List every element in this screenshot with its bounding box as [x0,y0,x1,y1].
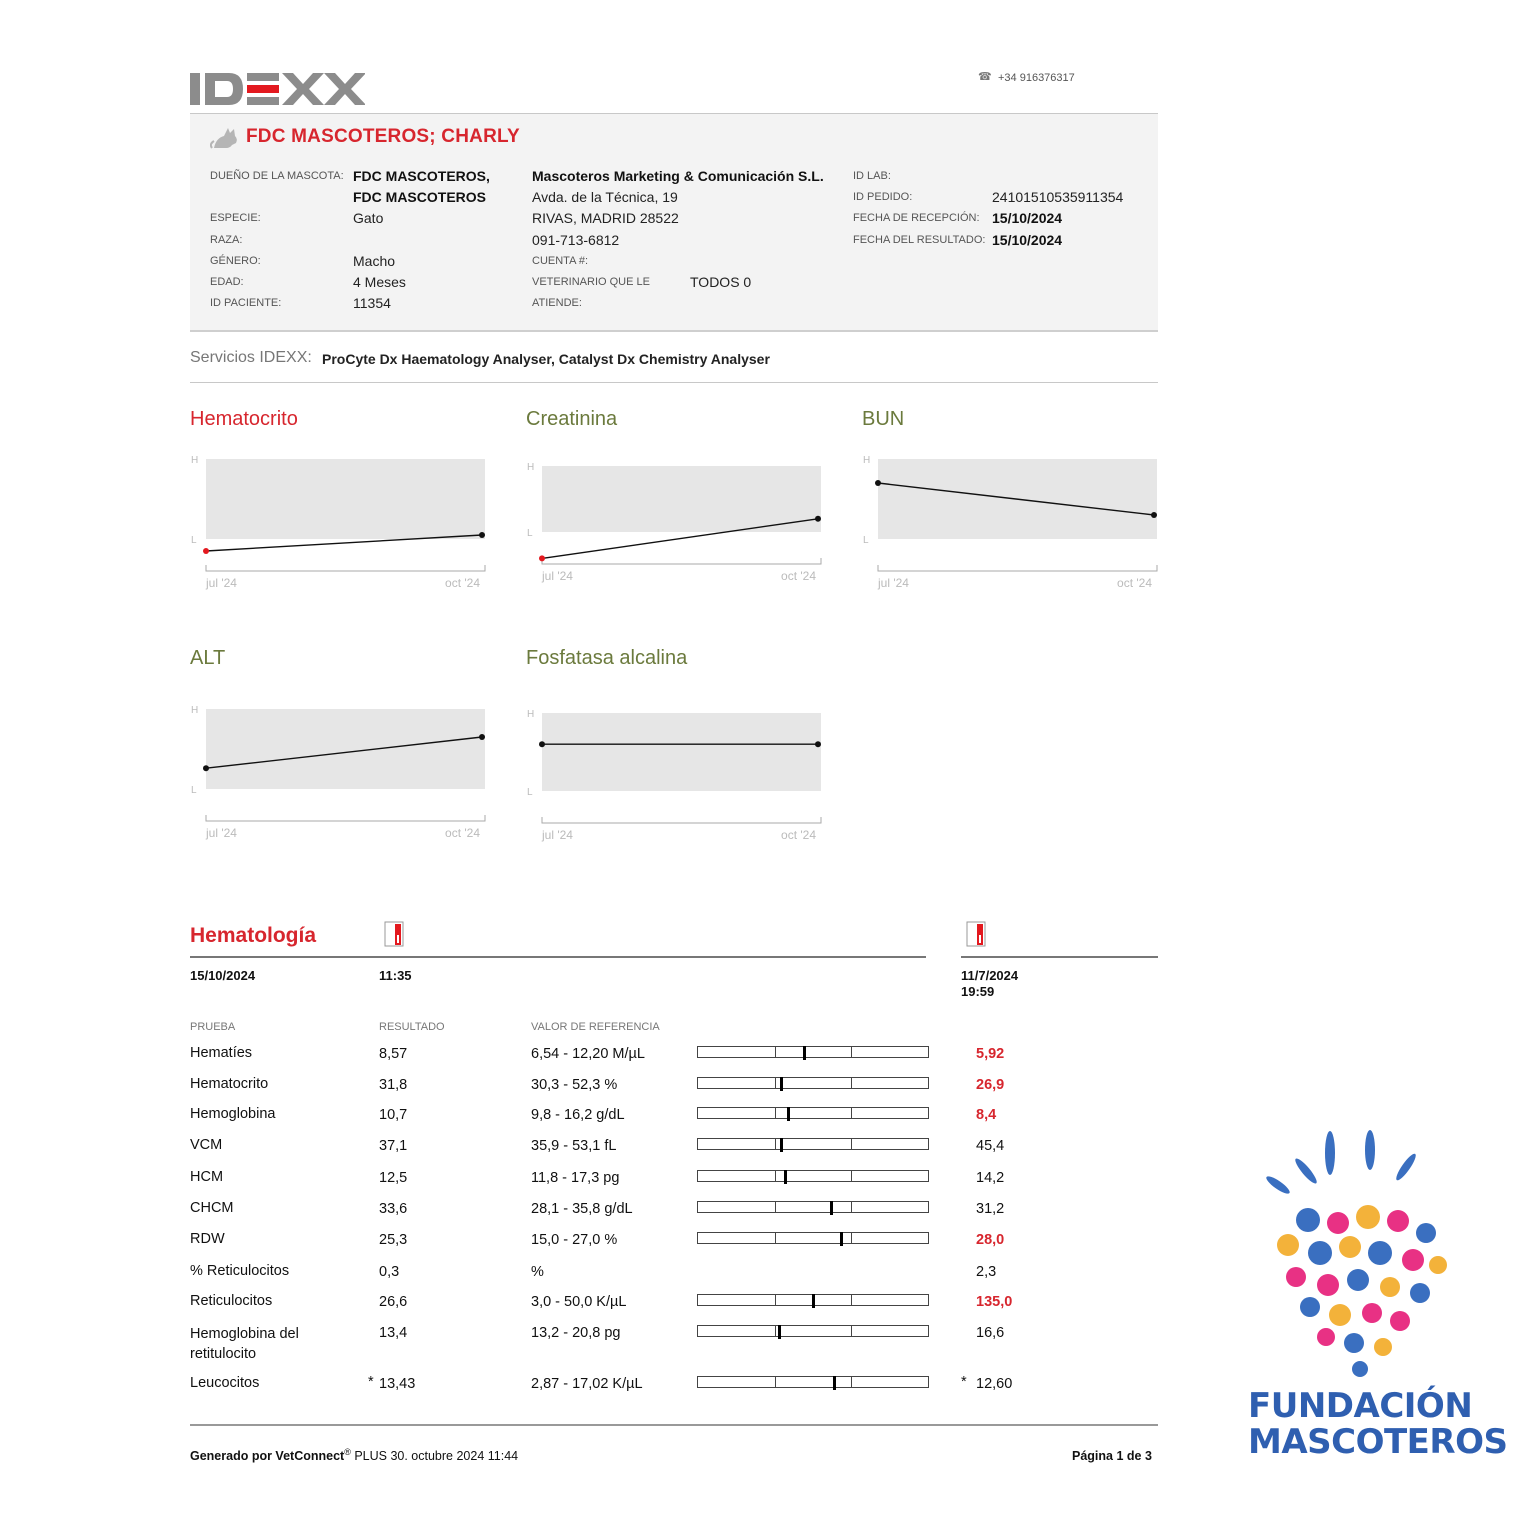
footer-generated-prefix: Generado por VetConnect [190,1449,345,1464]
result-time: 11:35 [379,968,412,983]
fundacion-mascoteros-logo [1248,1125,1478,1385]
x-tick-label: oct '24 [781,569,816,583]
result-position-marker [840,1232,843,1246]
reference-range: 11,8 - 17,3 pg [531,1170,620,1186]
species-label: ESPECIE: [210,212,261,224]
patient-id-label: ID PACIENTE: [210,297,282,309]
range-bar-divider [851,1047,852,1057]
data-point [479,734,485,740]
result-position-marker [784,1170,787,1184]
prev-divider [961,956,1158,958]
previous-result: 135,0 [976,1294,1013,1310]
breed-label: RAZA: [210,234,243,246]
low-label: L [863,535,869,546]
clinic-name: Mascoteros Marketing & Comunicación S.L. [532,168,824,184]
test-result: 31,8 [379,1077,408,1093]
result-position-marker [833,1376,836,1390]
services-divider [190,382,1158,383]
high-label: H [191,455,199,466]
previous-result: 12,60 [976,1376,1013,1392]
range-bar-divider [851,1295,852,1305]
hematology-divider [190,956,926,958]
test-result: 13,4 [379,1325,408,1341]
x-axis [206,565,485,571]
reference-range: 35,9 - 53,1 fL [531,1138,617,1154]
test-name: % Reticulocitos [190,1263,290,1279]
test-name: Hemoglobina del retitulocito [190,1326,299,1362]
gender-label: GÉNERO: [210,255,261,267]
reference-range: 13,2 - 20,8 pg [531,1325,621,1341]
trend-chart-hematocrito [188,452,488,592]
test-result: 33,6 [379,1201,408,1217]
trend-chart-alt [188,702,488,840]
x-tick-label: oct '24 [1117,576,1152,590]
chart-title-alt: ALT [190,647,226,669]
reference-range: 9,8 - 16,2 g/dL [531,1107,625,1123]
range-bar-divider [775,1171,776,1181]
idexx-logo [190,70,365,110]
result-position-marker [780,1138,783,1152]
previous-result: 2,3 [976,1264,997,1280]
previous-result: 31,2 [976,1201,1005,1217]
x-axis [542,558,821,564]
range-bar-divider [851,1139,852,1149]
result-date: 15/10/2024 [190,968,256,983]
result-position-marker [778,1325,781,1339]
test-name: Reticulocitos [190,1293,273,1309]
reference-range-bar [697,1201,929,1213]
normal-range-band [206,459,485,539]
test-result: 10,7 [379,1107,408,1123]
low-label: L [527,528,533,539]
reception-date-value: 15/10/2024 [992,210,1063,226]
high-label: H [191,705,199,716]
previous-result: 8,4 [976,1107,997,1123]
range-bar-divider [775,1078,776,1088]
x-tick-label: jul '24 [206,826,237,840]
fundacion-line1: FUNDACIÓN [1248,1386,1473,1426]
reference-range: 6,54 - 12,20 M/µL [531,1046,645,1062]
lab-id-label: ID LAB: [853,170,891,182]
data-point [203,765,209,771]
range-bar-divider [775,1108,776,1118]
owner-label: DUEÑO DE LA MASCOTA: [210,170,344,182]
test-name: Hemoglobina [190,1106,276,1122]
reference-range: % [531,1264,544,1280]
result-position-marker [803,1046,806,1060]
reference-range-bar [697,1232,929,1244]
result-position-marker [780,1077,783,1091]
patient-id-value: 11354 [353,295,391,311]
low-label: L [527,787,533,798]
range-bar-divider [775,1295,776,1305]
chart-title-fosfatasa: Fosfatasa alcalina [526,647,688,669]
x-axis [542,817,821,823]
test-result: 26,6 [379,1294,408,1310]
test-name: CHCM [190,1200,234,1216]
sample-tube-icon [384,921,404,947]
range-bar-divider [851,1202,852,1212]
prev-result-time: 19:59 [961,984,995,999]
data-point [539,741,545,747]
page-number: Página 1 de 3 [1072,1449,1152,1463]
test-result: 25,3 [379,1232,408,1248]
normal-range-band [206,709,485,789]
clinic-city: RIVAS, MADRID 28522 [532,210,679,226]
test-name: Hematíes [190,1045,253,1061]
reference-range: 30,3 - 52,3 % [531,1077,618,1093]
order-id-label: ID PEDIDO: [853,191,913,203]
reference-range-bar [697,1170,929,1182]
footer-reg-mark: ® [344,1447,351,1457]
test-result: 37,1 [379,1138,408,1154]
prev-result-date: 11/7/2024 [961,968,1019,983]
vet-value: TODOS 0 [690,274,752,290]
range-bar-divider [851,1233,852,1243]
owner-value: FDC MASCOTEROS, [353,168,490,184]
reference-range-bar [697,1138,929,1150]
hematology-title: Hematología [190,924,317,947]
range-bar-divider [775,1377,776,1387]
range-bar-divider [775,1326,776,1336]
normal-range-band [542,466,821,532]
range-bar-divider [775,1202,776,1212]
range-bar-divider [775,1139,776,1149]
reference-range-bar [697,1107,929,1119]
chart-title-hematocrito: Hematocrito [190,408,298,430]
trend-chart-creatinina [524,458,824,592]
data-point [203,548,209,554]
owner-value-2: FDC MASCOTEROS [353,189,486,205]
x-axis [878,565,1157,571]
data-point [539,555,545,561]
clinic-address: Avda. de la Técnica, 19 [532,189,678,205]
footer-generated [190,1447,518,1463]
normal-range-band [542,713,821,791]
reference-range: 28,1 - 35,8 g/dL [531,1201,633,1217]
trend-chart-bun [860,452,1160,592]
test-name: RDW [190,1231,225,1247]
col-ref-header: VALOR DE REFERENCIA [531,1021,660,1033]
test-name: Hematocrito [190,1076,269,1092]
reference-range: 2,87 - 17,02 K/µL [531,1376,643,1392]
previous-result: 28,0 [976,1232,1005,1248]
lab-phone: +34 916376317 [998,72,1075,84]
range-bar-divider [851,1377,852,1387]
range-bar-divider [775,1233,776,1243]
reference-range-bar [697,1376,929,1388]
chart-title-creatinina: Creatinina [526,408,618,430]
reference-range: 3,0 - 50,0 K/µL [531,1294,627,1310]
reference-range: 15,0 - 27,0 % [531,1232,618,1248]
result-position-marker [787,1107,790,1121]
range-bar-divider [851,1171,852,1181]
x-tick-label: jul '24 [206,576,237,590]
data-point [815,516,821,522]
reference-range-bar [697,1077,929,1089]
previous-result: 5,92 [976,1046,1005,1062]
x-tick-label: jul '24 [878,576,909,590]
reception-date-label: FECHA DE RECEPCIÓN: [853,212,980,224]
result-date-value: 15/10/2024 [992,232,1063,248]
previous-result: 45,4 [976,1138,1005,1154]
range-bar-divider [851,1108,852,1118]
data-point [875,480,881,486]
patient-name: FDC MASCOTEROS; CHARLY [246,126,520,147]
x-tick-label: oct '24 [445,576,480,590]
footer-generated-suffix: PLUS 30. octubre 2024 11:44 [350,1449,519,1464]
species-value: Gato [353,210,384,226]
x-tick-label: oct '24 [445,826,480,840]
previous-result: 26,9 [976,1077,1005,1093]
result-flag-star: * [368,1374,374,1390]
col-test-header: PRUEBA [190,1021,236,1033]
data-point [815,741,821,747]
fundacion-line2: MASCOTEROS [1248,1422,1508,1462]
services-label: Servicios IDEXX: [190,349,312,366]
phone-icon: ☎ [978,71,992,83]
test-result: 13,43 [379,1376,416,1392]
reference-range-bar [697,1325,929,1337]
x-tick-label: jul '24 [542,569,573,583]
reference-range-bar [697,1046,929,1058]
order-id-value: 24101510535911354 [992,189,1124,205]
result-position-marker [812,1294,815,1308]
reference-range-bar [697,1294,929,1306]
test-result: 0,3 [379,1264,400,1280]
test-name: HCM [190,1169,224,1185]
services-value: ProCyte Dx Haematology Analyser, Catalyst Dx Chemistry Analyser [322,351,770,367]
previous-result: 14,2 [976,1170,1005,1186]
x-tick-label: oct '24 [781,828,816,842]
low-label: L [191,785,197,796]
high-label: H [527,709,535,720]
high-label: H [527,462,535,473]
data-point [1151,512,1157,518]
test-name: Leucocitos [190,1375,260,1391]
cat-icon [210,124,240,150]
clinic-phone: 091-713-6812 [532,232,620,248]
range-bar-divider [851,1326,852,1336]
footer-divider [190,1424,1158,1426]
range-bar-divider [775,1047,776,1057]
result-position-marker [830,1201,833,1215]
range-bar-divider [851,1078,852,1088]
chart-title-bun: BUN [862,408,905,430]
high-label: H [863,455,871,466]
fundacion-mascoteros-text [1248,1386,1508,1462]
prev-result-flag-star: * [961,1374,967,1390]
trend-chart-fosfatasa [524,705,824,842]
gender-value: Macho [353,253,396,269]
x-tick-label: jul '24 [542,828,573,842]
x-axis [206,815,485,821]
col-result-header: RESULTADO [379,1021,445,1033]
data-point [479,532,485,538]
test-result: 8,57 [379,1046,408,1062]
vet-label-2: ATIENDE: [532,297,582,309]
vet-label: VETERINARIO QUE LE [532,276,650,288]
account-label: CUENTA #: [532,255,589,267]
age-label: EDAD: [210,276,244,288]
result-date-label: FECHA DEL RESULTADO: [853,234,986,246]
prev-sample-tube-icon [966,921,986,947]
previous-result: 16,6 [976,1325,1005,1341]
age-value: 4 Meses [353,274,406,290]
test-name: VCM [190,1137,223,1153]
low-label: L [191,535,197,546]
test-result: 12,5 [379,1170,408,1186]
